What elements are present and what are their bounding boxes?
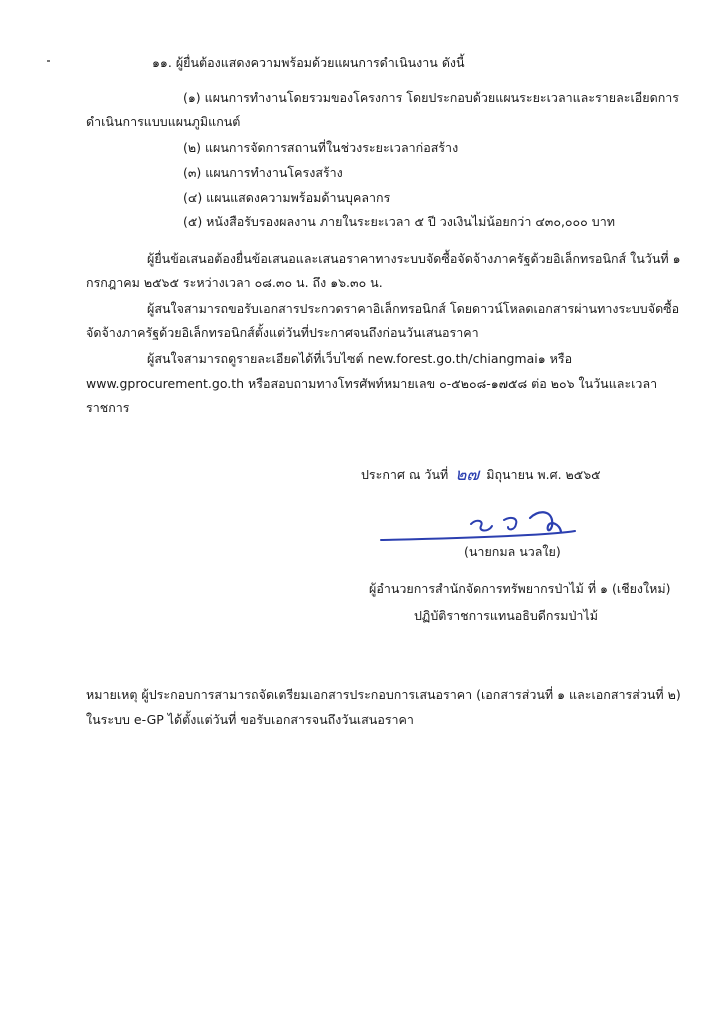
announcement-prefix: ประกาศ ณ วันที่ bbox=[361, 467, 449, 482]
para2-line2: จัดจ้างภาครัฐด้วยอิเล็กทรอนิกส์ตั้งแต่วันที่ประกาศจนถึงก่อนวันเสนอราคา bbox=[86, 325, 479, 340]
item11-sub1-line2: ดำเนินการแบบแผนภูมิแกนต์ bbox=[86, 114, 241, 129]
para1-line1: ผู้ยื่นข้อเสนอต้องยื่นข้อเสนอและเสนอราคาทางระบบจัดซื้อจัดจ้างภาครัฐด้วยอิเล็กทรอนิกส์ ในวันที่ ๑ bbox=[147, 251, 681, 266]
signer-position: ผู้อำนวยการสำนักจัดการทรัพยากรป่าไม้ ที่ ๑ (เชียงใหม่) bbox=[369, 581, 671, 596]
item11-heading: ๑๑. ผู้ยื่นต้องแสดงความพร้อมด้วยแผนการดำเนินงาน ดังนี้ bbox=[152, 55, 465, 70]
para1-line2: กรกฎาคม ๒๕๖๕ ระหว่างเวลา ๐๘.๓๐ น. ถึง ๑๖.๓๐ น. bbox=[86, 275, 383, 290]
item11-sub2: (๒) แผนการจัดการสถานที่ในช่วงระยะเวลาก่อสร้าง bbox=[183, 140, 459, 155]
note-line2: ในระบบ e-GP ได้ตั้งแต่วันที่ ขอรับเอกสารจนถึงวันเสนอราคา bbox=[86, 712, 414, 727]
signer-name: (นายกมล นวลใย) bbox=[464, 544, 561, 559]
item11-sub5: (๕) หนังสือรับรองผลงาน ภายในระยะเวลา ๕ ปี วงเงินไม่น้อยกว่า ๔๓๐,๐๐๐ บาท bbox=[183, 214, 615, 229]
para2-line1: ผู้สนใจสามารถขอรับเอกสารประกวดราคาอิเล็กทรอนิกส์ โดยดาวน์โหลดเอกสารผ่านทางระบบจัดซื้อ bbox=[147, 301, 680, 316]
item11-sub1-line1: (๑) แผนการทำงานโดยรวมของโครงการ โดยประกอบด้วยแผนระยะเวลาและรายละเอียดการ bbox=[183, 90, 680, 105]
item11-sub3: (๓) แผนการทำงานโครงสร้าง bbox=[183, 165, 343, 180]
para3-line1: ผู้สนใจสามารถดูรายละเอียดได้ที่เว็บไซต์ new.forest.go.th/chiangmai๑ หรือ bbox=[147, 351, 573, 366]
scan-speck bbox=[47, 60, 50, 62]
note-line1: หมายเหตุ ผู้ประกอบการสามารถจัดเตรียมเอกสารประกอบการเสนอราคา (เอกสารส่วนที่ ๑ และเอกสารส่วนที่ ๒) bbox=[86, 687, 681, 702]
item11-sub4: (๔) แผนแสดงความพร้อมด้านบุคลากร bbox=[183, 190, 391, 205]
para3-line2: www.gprocurement.go.th หรือสอบถามทางโทรศัพท์หมายเลข ๐-๕๒๐๘-๑๗๕๘ ต่อ ๒๐๖ ในวันและเวลา bbox=[86, 376, 658, 391]
signer-acting: ปฏิบัติราชการแทนอธิบดีกรมป่าไม้ bbox=[414, 608, 598, 623]
para3-line3: ราชการ bbox=[86, 400, 130, 415]
announcement-suffix: มิถุนายน พ.ศ. ๒๕๖๕ bbox=[486, 467, 601, 482]
announcement-date bbox=[361, 467, 601, 483]
handwritten-day: ๒๗ bbox=[455, 465, 480, 485]
